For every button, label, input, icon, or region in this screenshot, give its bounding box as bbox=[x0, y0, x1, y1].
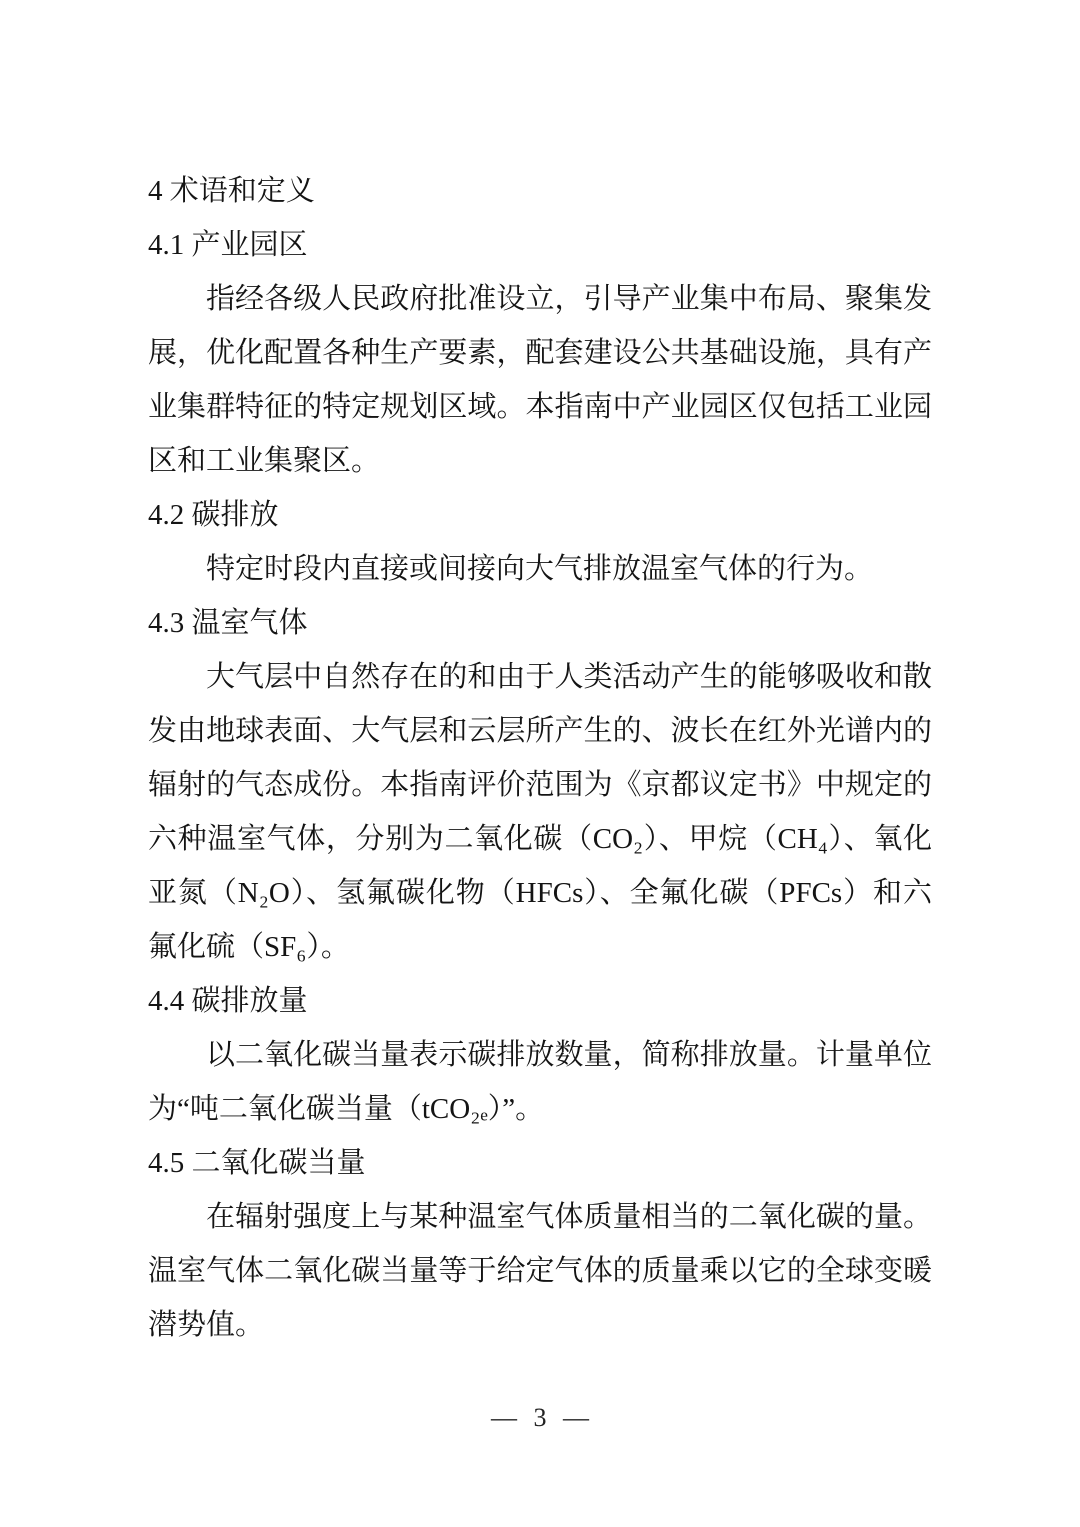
subheading-4-1-industrial-park: 4.1 产业园区 bbox=[148, 229, 308, 261]
page-number: — 3 — bbox=[491, 1403, 589, 1432]
subheading-4-2-carbon-emission: 4.2 碳排放 bbox=[148, 499, 279, 531]
section-heading-terms-and-definitions: 4 术语和定义 bbox=[148, 175, 315, 207]
subheading-4-5-co2-equivalent: 4.5 二氧化碳当量 bbox=[148, 1147, 366, 1179]
paragraph-4-4-definition: 以二氧化碳当量表示碳排放数量，简称排放量。计量单位为“吨二氧化碳当量（tCO₂ₑ）”。 bbox=[148, 1039, 932, 1125]
subheading-4-3-greenhouse-gas: 4.3 温室气体 bbox=[148, 607, 308, 639]
paragraph-4-1-definition: 指经各级人民政府批准设立，引导产业集中布局、聚集发展，优化配置各种生产要素，配套建设公共基础设施，具有产业集群特征的特定规划区域。本指南中产业园区仅包括工业园区和工业集聚区。 bbox=[148, 283, 932, 477]
paragraph-4-3-definition: 大气层中自然存在的和由于人类活动产生的能够吸收和散发由地球表面、大气层和云层所产生的、波长在红外光谱内的辐射的气态成份。本指南评价范围为《京都议定书》中规定的六种温室气体，分别为二氧化碳（CO₂）、甲烷（CH₄）、氧化亚氮（N₂O）、氢氟碳化物（HFCs）、全氟化碳（PFCs）和六氟化硫（SF₆）。 bbox=[148, 661, 932, 963]
subheading-4-4-carbon-emission-amount: 4.4 碳排放量 bbox=[148, 985, 308, 1017]
paragraph-4-5-definition: 在辐射强度上与某种温室气体质量相当的二氧化碳的量。温室气体二氧化碳当量等于给定气体的质量乘以它的全球变暖潜势值。 bbox=[148, 1201, 932, 1341]
paragraph-4-2-definition: 特定时段内直接或间接向大气排放温室气体的行为。 bbox=[206, 553, 874, 585]
page-footer bbox=[0, 1403, 1080, 1433]
document-body bbox=[148, 164, 932, 1352]
